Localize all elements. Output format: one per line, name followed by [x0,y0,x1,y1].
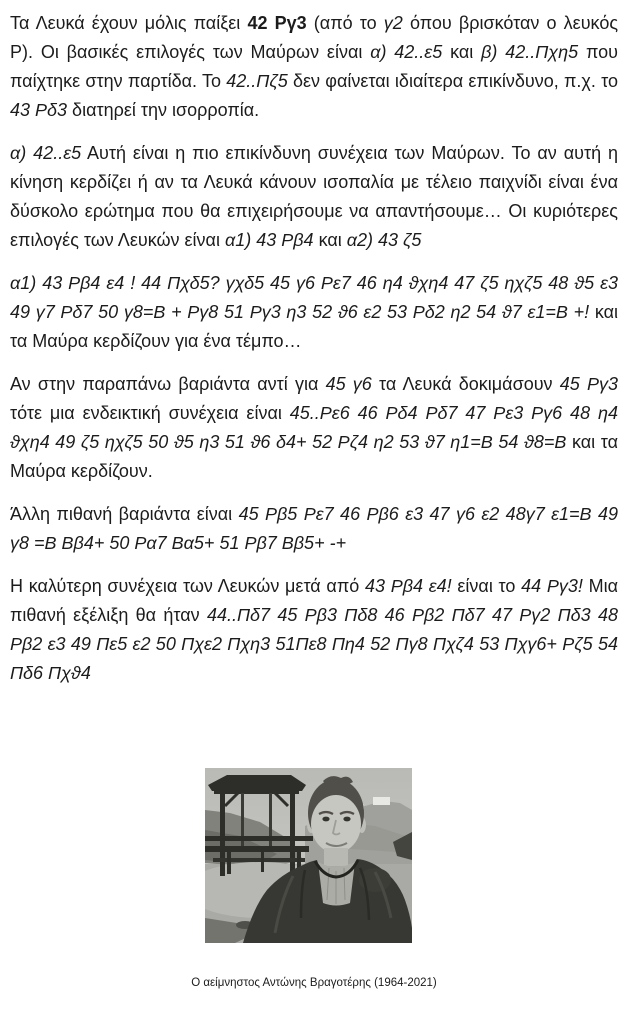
text-segment: Άλλη πιθανή βαριάντα είναι [10,504,239,524]
text-segment: 43 Ρβ4 ε4! [364,576,452,596]
figure [10,768,618,990]
text-segment: και τα Μαύρα κερδίζουν. [10,432,618,481]
text-segment: 42 Ργ3 [247,13,307,33]
paragraph [10,500,618,558]
paragraph [10,269,618,356]
paragraph [10,139,618,255]
text-segment: 43 Ρδ3 [10,100,68,120]
text-segment: Αν στην παραπάνω βαριάντα αντί για [10,374,326,394]
text-segment: 44..Πδ7 45 Ρβ3 Πδ8 46 Ρβ2 Πδ7 47 Ργ2 Πδ3 48 Ρβ2 ε3 49 Πε5 ε2 50 Πχε2 Πχη3 51Πε8 Πη4 52 Πγ8 Πχζ4 53 Πχγ6+ Ρζ5 54 Πδ6 Πχϑ4 [10,605,618,683]
text-segment: α) 42..ε5 [10,143,82,163]
text-segment: δεν φαίνεται ιδιαίτερα επικίνδυνο, π.χ. το [287,71,618,91]
text-segment: και [442,42,482,62]
text-segment: που παίχτηκε στην παρτίδα. Το [10,42,618,91]
document-body [10,9,618,688]
text-segment: και [313,230,347,250]
photo-caption: Ο αείμνηστος Αντώνης Βραγοτέρης (1964-2021) [191,977,437,989]
text-segment: τα Λευκά δοκιμάσουν [371,374,560,394]
photo-illustration [205,768,412,943]
paragraph [10,572,618,688]
text-segment: Αυτή είναι η πιο επικίνδυνη συνέχεια των Μαύρων. Το αν αυτή η κίνηση κερδίζει ή αν τα Λευκά κάνουν ισοπαλία με τέλειο παιχνίδι είναι ένα δύσκολο ερώτημα που θα επιχειρήσουμε να απαντήσουμε… Οι κυριότερες επιλογές των Λευκών είναι [10,143,618,250]
text-segment: είναι το [451,576,522,596]
paragraph [10,9,618,125]
text-segment: α1) 43 Ρβ4 ε4 ! 44 Πχδ5? γχδ5 45 γ6 Ρε7 46 η4 ϑχη4 47 ζ5 ηχζ5 48 ϑ5 ε3 49 γ7 Ρδ7 50 γ8=Β + Ργ8 51 Ργ3 η3 52 ϑ6 ε2 53 Ρδ2 η2 54 ϑ7 ε1=Β +! [10,273,618,322]
text-segment: 45 γ6 [325,374,372,394]
text-segment: 45..Ρε6 46 Ρδ4 Ρδ7 47 Ρε3 Ργ6 48 η4 ϑχη4 49 ζ5 ηχζ5 50 ϑ5 η3 51 ϑ6 δ4+ 52 Ρζ4 η2 53 ϑ7 η1=Β 54 ϑ8=Β [10,403,618,452]
text-segment: Η καλύτερη συνέχεια των Λευκών μετά από [10,576,365,596]
text-segment: (από το [306,13,384,33]
text-segment: α2) 43 ζ5 [346,230,422,250]
text-segment: α1) 43 Ρβ4 [224,230,314,250]
text-segment: και τα Μαύρα κερδίζουν για ένα τέμπο… [10,302,619,351]
paragraph [10,370,618,486]
text-segment: β) 42..Πχη5 [481,42,579,62]
text-segment: 45 Ργ3 [559,374,618,394]
text-segment: διατηρεί την ισορροπία. [67,100,260,120]
text-segment: α) 42..ε5 [370,42,443,62]
text-segment: τότε μια ενδεικτική συνέχεια είναι [10,403,290,423]
text-segment: Μια πιθανή εξέλιξη θα ήταν [10,576,619,625]
text-segment: γ2 [383,13,403,33]
text-segment: 42..Πζ5 [226,71,288,91]
text-segment: 44 Ργ3! [521,576,583,596]
text-segment: 45 Ρβ5 Ρε7 46 Ρβ6 ε3 47 γ6 ε2 48γ7 ε1=Β 49 γ8 =Β Ββ4+ 50 Ρα7 Βα5+ 51 Ρβ7 Ββ5+ -+ [10,504,618,553]
text-segment: όπου βρισκόταν ο λευκός Ρ). Οι βασικές επιλογές των Μαύρων είναι [10,13,619,62]
text-segment: Τα Λευκά έχουν μόλις παίξει [10,13,248,33]
photo-antonis-vragoteris [205,768,412,943]
